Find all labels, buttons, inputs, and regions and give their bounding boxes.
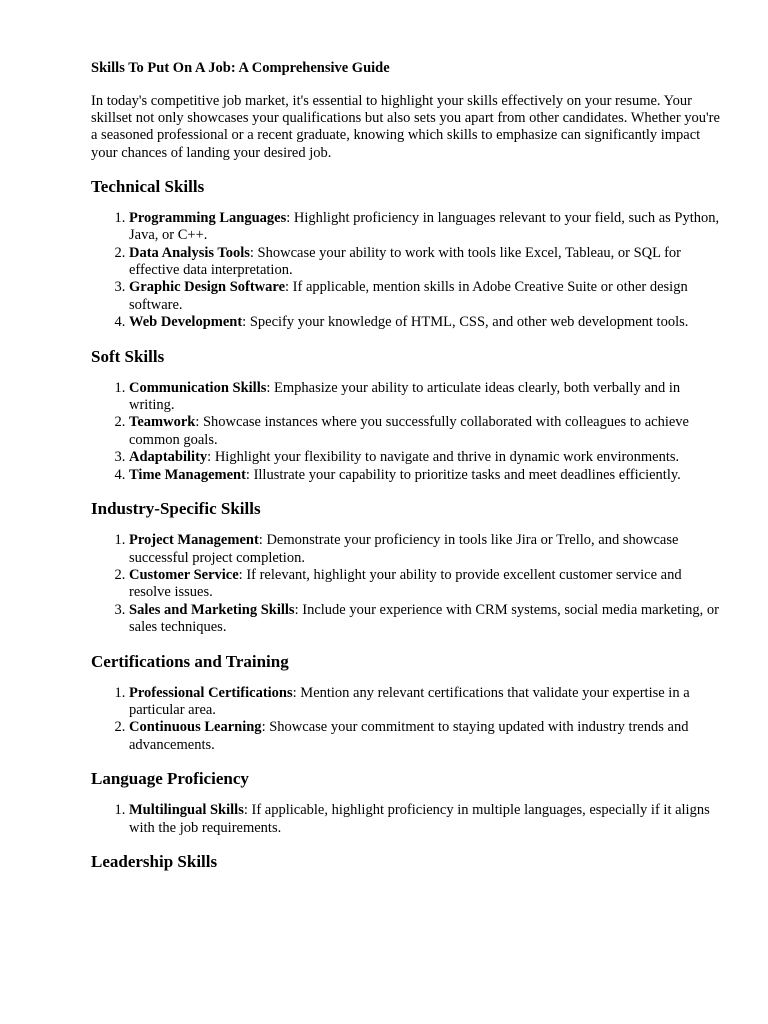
section <box>91 176 721 332</box>
skill-separator: : <box>258 532 267 549</box>
skill-list <box>91 210 721 332</box>
skill-description: Mention any relevant certifications that validate your expertise in a particular area. <box>129 684 690 718</box>
skill-description: If relevant, highlight your ability to provide excellent customer service and resolve issues. <box>129 566 682 601</box>
skill-separator: : <box>292 684 301 701</box>
list-item <box>129 532 721 567</box>
section-heading: Soft Skills <box>91 346 165 366</box>
list-item <box>129 685 721 720</box>
list-item <box>129 380 721 415</box>
skill-description: Emphasize your ability to articulate ideas clearly, both verbally and in writing. <box>129 379 681 414</box>
section <box>91 346 721 484</box>
skill-list <box>91 685 721 755</box>
section-heading: Language Proficiency <box>91 769 249 789</box>
list-item <box>129 719 721 754</box>
skill-list <box>91 380 721 484</box>
skill-name: Multilingual Skills <box>129 802 244 819</box>
skill-name: Graphic Design Software <box>129 279 286 296</box>
skill-name: Teamwork <box>129 414 196 431</box>
section <box>91 851 721 873</box>
skill-name: Data Analysis Tools <box>129 244 250 261</box>
skill-name: Professional Certifications <box>129 684 293 701</box>
list-item <box>129 210 721 245</box>
skill-list <box>91 802 721 837</box>
skill-separator: : <box>266 379 275 396</box>
skill-description: If applicable, mention skills in Adobe Creative Suite or other design software. <box>129 279 688 313</box>
skill-description: Highlight proficiency in languages relevant to your field, such as Python, Java, or C++. <box>129 209 720 244</box>
skill-separator: : <box>261 719 270 736</box>
document-title: Skills To Put On A Job: A Comprehensive Guide <box>91 60 390 76</box>
section-heading: Leadership Skills <box>91 851 218 871</box>
skill-name: Sales and Marketing Skills <box>129 601 295 618</box>
skill-description: Showcase your commitment to staying updated with industry trends and advancements. <box>129 719 689 753</box>
skill-separator: : <box>195 414 203 431</box>
section-heading: Technical Skills <box>91 176 205 196</box>
skill-separator: : <box>238 566 247 583</box>
skill-separator: : <box>242 314 250 331</box>
skill-separator: : <box>285 279 293 296</box>
skill-name: Web Development <box>129 314 243 331</box>
skill-separator: : <box>243 802 252 819</box>
skill-separator: : <box>245 466 254 483</box>
skill-name: Programming Languages <box>129 209 287 226</box>
skill-separator: : <box>294 601 303 618</box>
list-item <box>129 802 721 837</box>
skill-description: Highlight your flexibility to navigate and thrive in dynamic work environments. <box>214 449 680 466</box>
section-heading: Certifications and Training <box>91 651 289 671</box>
intro-paragraph: In today's competitive job market, it's essential to highlight your skills effectively on your resume. Your skillset not only showcases your qualifications but also sets you apart from other candidates. Whether you're a seasoned professional or a recent graduate, knowing which skills to emphasize can significantly impact your chances of landing your desired job. <box>91 93 720 161</box>
skill-name: Customer Service <box>129 566 239 583</box>
skill-name: Time Management <box>129 466 246 483</box>
sections-container <box>91 176 721 873</box>
list-item <box>129 567 721 602</box>
list-item <box>129 449 721 466</box>
skill-separator: : <box>286 209 294 226</box>
list-item <box>129 279 721 314</box>
skill-description: Demonstrate your proficiency in tools like Jira or Trello, and showcase successful project completion. <box>129 532 679 566</box>
list-item <box>129 245 721 280</box>
section <box>91 651 721 755</box>
skill-description: If applicable, highlight proficiency in multiple languages, especially if it aligns with the job requirements. <box>129 802 710 836</box>
skill-description: Showcase instances where you successfully collaborated with colleagues to achieve common goals. <box>129 414 689 448</box>
skill-list <box>91 532 721 636</box>
skill-name: Project Management <box>129 532 259 549</box>
skill-name: Adaptability <box>129 449 208 466</box>
skill-description: Include your experience with CRM systems, social media marketing, or sales techniques. <box>129 601 720 636</box>
skill-description: Showcase your ability to work with tools like Excel, Tableau, or SQL for effective data interpretation. <box>129 244 681 279</box>
list-item <box>129 602 721 637</box>
skill-separator: : <box>207 449 215 466</box>
section <box>91 768 721 837</box>
section-heading: Industry-Specific Skills <box>91 499 261 519</box>
skill-separator: : <box>249 244 258 261</box>
skill-name: Continuous Learning <box>129 719 262 736</box>
list-item <box>129 414 721 449</box>
skill-name: Communication Skills <box>129 379 267 396</box>
list-item <box>129 314 721 331</box>
document-page <box>91 58 721 885</box>
list-item <box>129 467 721 484</box>
skill-description: Illustrate your capability to prioritize tasks and meet deadlines efficiently. <box>253 466 681 483</box>
section <box>91 498 721 636</box>
skill-description: Specify your knowledge of HTML, CSS, and other web development tools. <box>249 314 689 331</box>
